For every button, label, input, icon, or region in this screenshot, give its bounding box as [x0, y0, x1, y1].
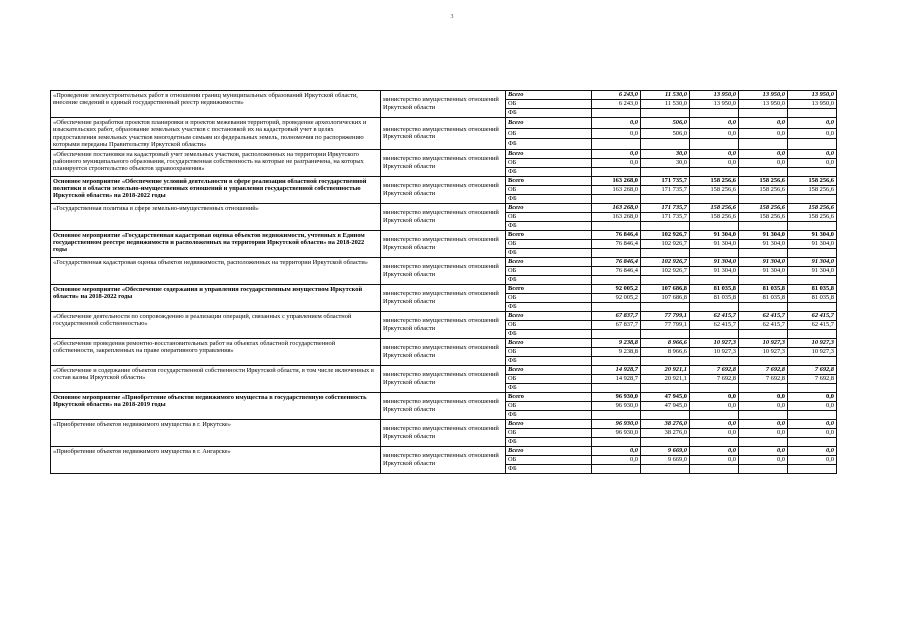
amount-cell	[739, 194, 788, 203]
activity-name: «Обеспечение и содержание объектов государственной собственности Иркутской области, в том числе включенных в состав казны Иркутской области»	[51, 365, 381, 392]
amount-cell	[592, 221, 641, 230]
funding-source: ФБ	[506, 248, 592, 257]
amount-cell: 91 304,0	[739, 257, 788, 266]
funding-source: Всего	[506, 338, 592, 347]
amount-cell: 13 950,0	[690, 91, 739, 100]
table-row	[51, 446, 837, 455]
amount-cell: 158 256,6	[690, 176, 739, 185]
amount-cell: 13 950,0	[690, 100, 739, 109]
amount-cell: 0,0	[788, 158, 837, 167]
funding-source: ФБ	[506, 194, 592, 203]
amount-cell: 0,0	[788, 118, 837, 129]
amount-cell	[788, 437, 837, 446]
amount-cell: 7 692,8	[788, 365, 837, 374]
funding-source: ОБ	[506, 401, 592, 410]
amount-cell	[592, 109, 641, 118]
amount-cell: 62 415,7	[690, 311, 739, 320]
amount-cell: 0,0	[788, 149, 837, 158]
funding-source: ФБ	[506, 221, 592, 230]
amount-cell: 158 256,6	[690, 185, 739, 194]
funding-source: ФБ	[506, 329, 592, 338]
amount-cell: 10 927,3	[739, 338, 788, 347]
amount-cell	[739, 464, 788, 473]
responsible-executor: министерство имущественных отношений Иркутской области	[381, 338, 506, 365]
activity-name: «Обеспечение деятельности по сопровождению и реализации операций, связанных с управлением областной государственной собственностью»	[51, 311, 381, 338]
amount-cell: 91 304,0	[788, 266, 837, 275]
amount-cell: 81 035,8	[690, 284, 739, 293]
activity-name: Основное мероприятие «Приобретение объектов недвижимого имущества в государственную собственность Иркутской области» на 2018-2019 годы	[51, 392, 381, 419]
amount-cell: 0,0	[592, 158, 641, 167]
responsible-executor: министерство имущественных отношений Иркутской области	[381, 365, 506, 392]
amount-cell: 158 256,6	[739, 212, 788, 221]
amount-cell	[739, 356, 788, 365]
amount-cell	[690, 329, 739, 338]
amount-cell: 13 950,0	[739, 91, 788, 100]
amount-cell	[739, 437, 788, 446]
amount-cell	[690, 275, 739, 284]
amount-cell	[690, 356, 739, 365]
amount-cell: 8 966,6	[641, 338, 690, 347]
amount-cell: 92 005,2	[592, 293, 641, 302]
amount-cell: 77 799,1	[641, 320, 690, 329]
amount-cell: 7 692,8	[739, 374, 788, 383]
amount-cell: 506,0	[641, 118, 690, 129]
amount-cell: 0,0	[592, 149, 641, 158]
amount-cell	[788, 221, 837, 230]
amount-cell: 7 692,8	[690, 374, 739, 383]
amount-cell	[739, 410, 788, 419]
table-body	[51, 91, 837, 474]
amount-cell	[641, 410, 690, 419]
activity-name: Основное мероприятие «Обеспечение условий деятельности в сфере реализации областной государственной политики в области земельно-имущественных отношений и управления государственной собственностью Иркутской области» на 2018-2022 годы	[51, 176, 381, 203]
amount-cell: 10 927,3	[690, 338, 739, 347]
amount-cell	[788, 248, 837, 257]
amount-cell: 0,0	[690, 428, 739, 437]
amount-cell	[641, 194, 690, 203]
amount-cell: 0,0	[788, 446, 837, 455]
amount-cell	[739, 329, 788, 338]
amount-cell	[690, 194, 739, 203]
responsible-executor: министерство имущественных отношений Иркутской области	[381, 311, 506, 338]
amount-cell	[592, 248, 641, 257]
amount-cell: 10 927,3	[690, 347, 739, 356]
amount-cell: 158 256,6	[690, 212, 739, 221]
amount-cell: 102 926,7	[641, 266, 690, 275]
activity-name: «Государственная кадастровая оценка объектов недвижимости, расположенных на территории Иркутской области»	[51, 257, 381, 284]
responsible-executor: министерство имущественных отношений Иркутской области	[381, 446, 506, 473]
amount-cell: 0,0	[592, 446, 641, 455]
budget-table	[50, 90, 837, 474]
responsible-executor: министерство имущественных отношений Иркутской области	[381, 91, 506, 118]
amount-cell: 0,0	[739, 392, 788, 401]
amount-cell: 0,0	[788, 428, 837, 437]
funding-source: ОБ	[506, 158, 592, 167]
funding-source: Всего	[506, 446, 592, 455]
amount-cell	[788, 356, 837, 365]
amount-cell: 91 304,0	[739, 239, 788, 248]
amount-cell: 38 276,0	[641, 428, 690, 437]
amount-cell: 0,0	[739, 419, 788, 428]
amount-cell	[739, 275, 788, 284]
amount-cell: 13 950,0	[739, 100, 788, 109]
amount-cell: 10 927,3	[788, 338, 837, 347]
amount-cell: 171 735,7	[641, 212, 690, 221]
amount-cell: 81 035,8	[788, 284, 837, 293]
amount-cell: 92 005,2	[592, 284, 641, 293]
amount-cell: 8 966,6	[641, 347, 690, 356]
amount-cell: 91 304,0	[788, 230, 837, 239]
activity-name: Основное мероприятие «Государственная кадастровая оценка объектов недвижимости, учтенных в Едином государственном реестре недвижимости и расположенных на территории Иркутской области» на 2018-2022 годы	[51, 230, 381, 257]
amount-cell: 158 256,6	[788, 176, 837, 185]
amount-cell: 102 926,7	[641, 239, 690, 248]
responsible-executor: министерство имущественных отношений Иркутской области	[381, 419, 506, 446]
amount-cell: 7 692,8	[788, 374, 837, 383]
amount-cell	[592, 437, 641, 446]
amount-cell: 91 304,0	[690, 257, 739, 266]
funding-source: ФБ	[506, 275, 592, 284]
amount-cell	[641, 109, 690, 118]
amount-cell	[592, 464, 641, 473]
amount-cell	[592, 275, 641, 284]
amount-cell: 62 415,7	[739, 320, 788, 329]
funding-source: Всего	[506, 419, 592, 428]
amount-cell: 102 926,7	[641, 230, 690, 239]
funding-source: ФБ	[506, 464, 592, 473]
amount-cell: 0,0	[739, 118, 788, 129]
amount-cell	[690, 410, 739, 419]
amount-cell: 0,0	[690, 419, 739, 428]
amount-cell: 0,0	[739, 158, 788, 167]
funding-source: Всего	[506, 392, 592, 401]
amount-cell: 6 243,0	[592, 100, 641, 109]
table-row	[51, 311, 837, 320]
amount-cell: 11 530,0	[641, 100, 690, 109]
page-number: 3	[450, 14, 454, 20]
amount-cell: 10 927,3	[788, 347, 837, 356]
amount-cell: 96 930,0	[592, 428, 641, 437]
responsible-executor: министерство имущественных отношений Иркутской области	[381, 118, 506, 150]
amount-cell: 171 735,7	[641, 203, 690, 212]
amount-cell	[739, 109, 788, 118]
table-row	[51, 284, 837, 293]
amount-cell: 11 530,0	[641, 91, 690, 100]
funding-source: ОБ	[506, 293, 592, 302]
funding-source: ФБ	[506, 109, 592, 118]
amount-cell	[739, 383, 788, 392]
amount-cell: 14 928,7	[592, 365, 641, 374]
amount-cell: 67 837,7	[592, 311, 641, 320]
amount-cell: 158 256,6	[739, 176, 788, 185]
funding-source: Всего	[506, 257, 592, 266]
amount-cell	[592, 410, 641, 419]
funding-source: Всего	[506, 365, 592, 374]
table-row	[51, 338, 837, 347]
amount-cell: 91 304,0	[739, 230, 788, 239]
amount-cell	[739, 167, 788, 176]
amount-cell: 506,0	[641, 128, 690, 139]
amount-cell: 62 415,7	[788, 320, 837, 329]
amount-cell: 158 256,6	[690, 203, 739, 212]
amount-cell: 0,0	[788, 455, 837, 464]
amount-cell: 102 926,7	[641, 257, 690, 266]
funding-source: ОБ	[506, 266, 592, 275]
amount-cell: 0,0	[788, 419, 837, 428]
responsible-executor: министерство имущественных отношений Иркутской области	[381, 284, 506, 311]
amount-cell: 158 256,6	[788, 203, 837, 212]
amount-cell: 0,0	[739, 428, 788, 437]
amount-cell	[788, 383, 837, 392]
amount-cell: 30,0	[641, 149, 690, 158]
amount-cell	[788, 410, 837, 419]
amount-cell: 158 256,6	[739, 185, 788, 194]
amount-cell: 91 304,0	[788, 239, 837, 248]
amount-cell: 77 799,1	[641, 311, 690, 320]
amount-cell: 9 238,8	[592, 347, 641, 356]
amount-cell: 81 035,8	[739, 284, 788, 293]
amount-cell	[788, 302, 837, 311]
table-row	[51, 203, 837, 212]
amount-cell	[690, 221, 739, 230]
funding-source: ОБ	[506, 455, 592, 464]
amount-cell: 14 928,7	[592, 374, 641, 383]
amount-cell: 47 945,0	[641, 392, 690, 401]
amount-cell: 6 243,0	[592, 91, 641, 100]
amount-cell: 0,0	[690, 149, 739, 158]
amount-cell: 13 950,0	[788, 91, 837, 100]
amount-cell: 0,0	[690, 401, 739, 410]
amount-cell: 91 304,0	[690, 239, 739, 248]
amount-cell	[788, 109, 837, 118]
amount-cell	[690, 139, 739, 150]
amount-cell	[641, 167, 690, 176]
amount-cell: 0,0	[690, 118, 739, 129]
amount-cell: 96 930,0	[592, 392, 641, 401]
amount-cell: 0,0	[788, 392, 837, 401]
amount-cell: 91 304,0	[739, 266, 788, 275]
amount-cell: 163 268,0	[592, 212, 641, 221]
amount-cell: 107 686,8	[641, 293, 690, 302]
amount-cell: 76 846,4	[592, 266, 641, 275]
amount-cell	[592, 356, 641, 365]
funding-source: Всего	[506, 118, 592, 129]
responsible-executor: министерство имущественных отношений Иркутской области	[381, 392, 506, 419]
funding-source: ФБ	[506, 139, 592, 150]
amount-cell: 0,0	[690, 455, 739, 464]
amount-cell	[641, 221, 690, 230]
amount-cell	[641, 139, 690, 150]
activity-name: «Приобретение объектов недвижимого имущества в г. Иркутске»	[51, 419, 381, 446]
funding-source: ОБ	[506, 212, 592, 221]
funding-source: ОБ	[506, 128, 592, 139]
amount-cell	[690, 248, 739, 257]
amount-cell: 47 945,0	[641, 401, 690, 410]
table-row	[51, 91, 837, 100]
amount-cell: 0,0	[690, 392, 739, 401]
amount-cell: 81 035,8	[788, 293, 837, 302]
amount-cell	[739, 139, 788, 150]
funding-source: Всего	[506, 230, 592, 239]
amount-cell	[690, 437, 739, 446]
table-row	[51, 230, 837, 239]
amount-cell: 76 846,4	[592, 230, 641, 239]
amount-cell	[641, 248, 690, 257]
amount-cell: 163 268,0	[592, 203, 641, 212]
amount-cell: 13 950,0	[788, 100, 837, 109]
amount-cell	[592, 194, 641, 203]
amount-cell: 0,0	[739, 446, 788, 455]
funding-source: ФБ	[506, 302, 592, 311]
amount-cell	[788, 275, 837, 284]
amount-cell: 163 268,0	[592, 176, 641, 185]
amount-cell: 0,0	[690, 446, 739, 455]
funding-source: ФБ	[506, 410, 592, 419]
funding-source: Всего	[506, 284, 592, 293]
amount-cell: 0,0	[592, 118, 641, 129]
amount-cell	[641, 437, 690, 446]
amount-cell: 81 035,8	[739, 293, 788, 302]
table-row	[51, 257, 837, 266]
amount-cell: 0,0	[739, 149, 788, 158]
activity-name: «Обеспечение проведения ремонтно-восстановительных работ на объектах областной государственной собственности, закрепленных на праве оперативного управления»	[51, 338, 381, 365]
funding-source: Всего	[506, 203, 592, 212]
amount-cell	[788, 194, 837, 203]
amount-cell	[788, 167, 837, 176]
amount-cell	[592, 383, 641, 392]
amount-cell: 67 837,7	[592, 320, 641, 329]
amount-cell	[690, 109, 739, 118]
amount-cell: 0,0	[739, 455, 788, 464]
amount-cell	[690, 383, 739, 392]
activity-name: «Обеспечение разработки проектов планировки и проектов межевания территорий, проведение археологических и изыскательских работ, образование земельных участков с постановкой их на кадастровый учет в целях предоставления земельных участков многодетным семьям из федеральных земель, полномочия по распоряжению которыми переданы Правительству Иркутской области»	[51, 118, 381, 150]
amount-cell: 62 415,7	[788, 311, 837, 320]
amount-cell	[788, 464, 837, 473]
activity-name: «Государственная политика в сфере земельно-имущественных отношений»	[51, 203, 381, 230]
amount-cell: 171 735,7	[641, 176, 690, 185]
amount-cell	[739, 302, 788, 311]
amount-cell: 30,0	[641, 158, 690, 167]
funding-source: Всего	[506, 176, 592, 185]
amount-cell	[690, 302, 739, 311]
responsible-executor: министерство имущественных отношений Иркутской области	[381, 176, 506, 203]
amount-cell: 0,0	[788, 401, 837, 410]
amount-cell: 9 238,8	[592, 338, 641, 347]
amount-cell: 96 930,0	[592, 401, 641, 410]
amount-cell: 0,0	[592, 455, 641, 464]
funding-source: ОБ	[506, 374, 592, 383]
table-row	[51, 419, 837, 428]
amount-cell: 7 692,8	[739, 365, 788, 374]
amount-cell: 163 268,0	[592, 185, 641, 194]
amount-cell: 76 846,4	[592, 239, 641, 248]
amount-cell: 158 256,6	[788, 185, 837, 194]
amount-cell: 171 735,7	[641, 185, 690, 194]
funding-source: ОБ	[506, 239, 592, 248]
amount-cell	[690, 464, 739, 473]
amount-cell: 81 035,8	[690, 293, 739, 302]
funding-source: ОБ	[506, 100, 592, 109]
amount-cell: 10 927,3	[739, 347, 788, 356]
amount-cell: 91 304,0	[788, 257, 837, 266]
amount-cell: 9 669,0	[641, 455, 690, 464]
amount-cell: 0,0	[690, 128, 739, 139]
amount-cell	[641, 329, 690, 338]
amount-cell	[592, 167, 641, 176]
amount-cell: 91 304,0	[690, 230, 739, 239]
amount-cell: 96 930,0	[592, 419, 641, 428]
table-row	[51, 176, 837, 185]
funding-source: Всего	[506, 149, 592, 158]
amount-cell	[788, 329, 837, 338]
amount-cell	[641, 383, 690, 392]
funding-source: Всего	[506, 311, 592, 320]
amount-cell	[641, 275, 690, 284]
amount-cell: 62 415,7	[739, 311, 788, 320]
activity-name: «Проведение землеустроительных работ в отношении границ муниципальных образований Иркутской области, внесение сведений в единый государственный реестр недвижимости»	[51, 91, 381, 118]
amount-cell	[592, 302, 641, 311]
amount-cell: 38 276,0	[641, 419, 690, 428]
amount-cell: 0,0	[592, 128, 641, 139]
amount-cell: 0,0	[788, 128, 837, 139]
amount-cell	[739, 221, 788, 230]
funding-source: ОБ	[506, 320, 592, 329]
funding-source: Всего	[506, 91, 592, 100]
activity-name: «Обеспечение постановки на кадастровый учет земельных участков, расположенных на территории Иркутского районного муниципального образования, государственная собственность на которые не разграничена, на которых планируется строительство объектов здравоохранения»	[51, 149, 381, 176]
responsible-executor: министерство имущественных отношений Иркутской области	[381, 257, 506, 284]
amount-cell: 20 921,1	[641, 365, 690, 374]
funding-source: ФБ	[506, 383, 592, 392]
amount-cell: 0,0	[739, 401, 788, 410]
funding-source: ОБ	[506, 185, 592, 194]
amount-cell: 20 921,1	[641, 374, 690, 383]
funding-source: ФБ	[506, 167, 592, 176]
amount-cell	[739, 248, 788, 257]
amount-cell	[641, 464, 690, 473]
responsible-executor: министерство имущественных отношений Иркутской области	[381, 149, 506, 176]
amount-cell	[592, 329, 641, 338]
amount-cell: 158 256,6	[739, 203, 788, 212]
amount-cell: 76 846,4	[592, 257, 641, 266]
amount-cell: 0,0	[739, 128, 788, 139]
amount-cell	[592, 139, 641, 150]
amount-cell: 107 686,8	[641, 284, 690, 293]
amount-cell	[690, 167, 739, 176]
amount-cell: 0,0	[690, 158, 739, 167]
amount-cell	[641, 356, 690, 365]
amount-cell	[788, 139, 837, 150]
amount-cell: 7 692,8	[690, 365, 739, 374]
responsible-executor: министерство имущественных отношений Иркутской области	[381, 230, 506, 257]
table-row	[51, 392, 837, 401]
amount-cell: 9 669,0	[641, 446, 690, 455]
responsible-executor: министерство имущественных отношений Иркутской области	[381, 203, 506, 230]
funding-source: ОБ	[506, 428, 592, 437]
funding-source: ОБ	[506, 347, 592, 356]
activity-name: «Приобретение объектов недвижимого имущества в г. Ангарске»	[51, 446, 381, 473]
table-row	[51, 365, 837, 374]
funding-source: ФБ	[506, 356, 592, 365]
table-row	[51, 149, 837, 158]
amount-cell: 91 304,0	[690, 266, 739, 275]
amount-cell: 158 256,6	[788, 212, 837, 221]
funding-source: ФБ	[506, 437, 592, 446]
activity-name: Основное мероприятие «Обеспечение содержания и управления государственным имуществом Иркутской области» на 2018-2022 годы	[51, 284, 381, 311]
table-row	[51, 118, 837, 129]
amount-cell: 62 415,7	[690, 320, 739, 329]
amount-cell	[641, 302, 690, 311]
